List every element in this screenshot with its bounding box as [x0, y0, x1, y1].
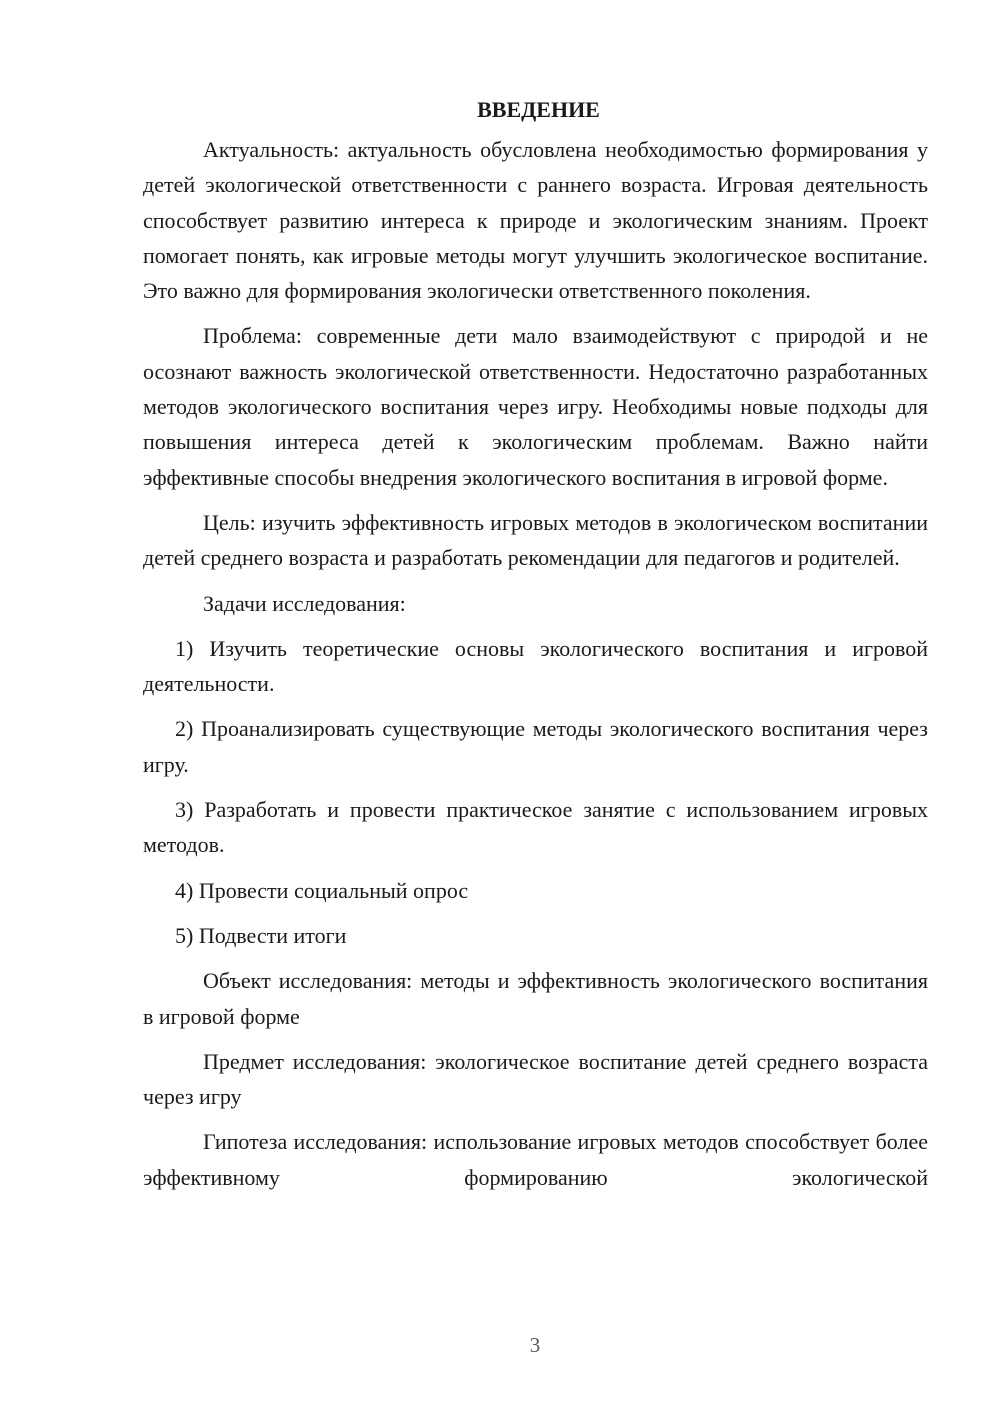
section-heading: ВВЕДЕНИЕ — [477, 97, 600, 122]
page-number: 3 — [529, 1333, 541, 1357]
paragraph-problem: Проблема: современные дети мало взаимодействуют с природой и не осознают важность экологической ответственности. Недостаточно разработанных методов экологического воспитания через игру. Необходимы новые подходы для повышения интереса детей к экологическим проблемам. Важно найти эффективные способы внедрения экологического воспитания в игровой форме. — [143, 323, 928, 490]
paragraph-hypothesis: Гипотеза исследования: использование игровых методов способствует более эффективному формированию экологической — [143, 1129, 928, 1190]
task-item: 4) Провести социальный опрос — [175, 877, 469, 903]
task-item: 5) Подвести итоги — [175, 922, 347, 948]
task-item: 3) Разработать и провести практическое занятие с использованием игровых методов. — [143, 797, 928, 858]
paragraph-subject: Предмет исследования: экологическое воспитание детей среднего возраста через игру — [143, 1048, 928, 1110]
paragraph-object: Объект исследования: методы и эффективность экологического воспитания в игровой форме — [143, 968, 928, 1029]
page-content — [143, 92, 928, 1205]
paragraph-tasks-title: Задачи исследования: — [203, 590, 406, 616]
task-item: 1) Изучить теоретические основы экологического воспитания и игровой деятельности. — [143, 635, 928, 697]
paragraph-goal: Цель: изучить эффективность игровых методов в экологическом воспитании детей среднего возраста и разработать рекомендации для педагогов и родителей. — [143, 509, 928, 571]
paragraph-relevance: Актуальность: актуальность обусловлена необходимостью формирования у детей экологической ответственности с раннего возраста. Игровая деятельность способствует развитию интереса к природе и экологическим знаниям. Проект помогает понять, как игровые методы могут улучшить экологическое воспитание. Это важно для формирования экологически ответственного поколения. — [143, 137, 928, 304]
task-item: 2) Проанализировать существующие методы экологического воспитания через игру. — [143, 716, 928, 777]
